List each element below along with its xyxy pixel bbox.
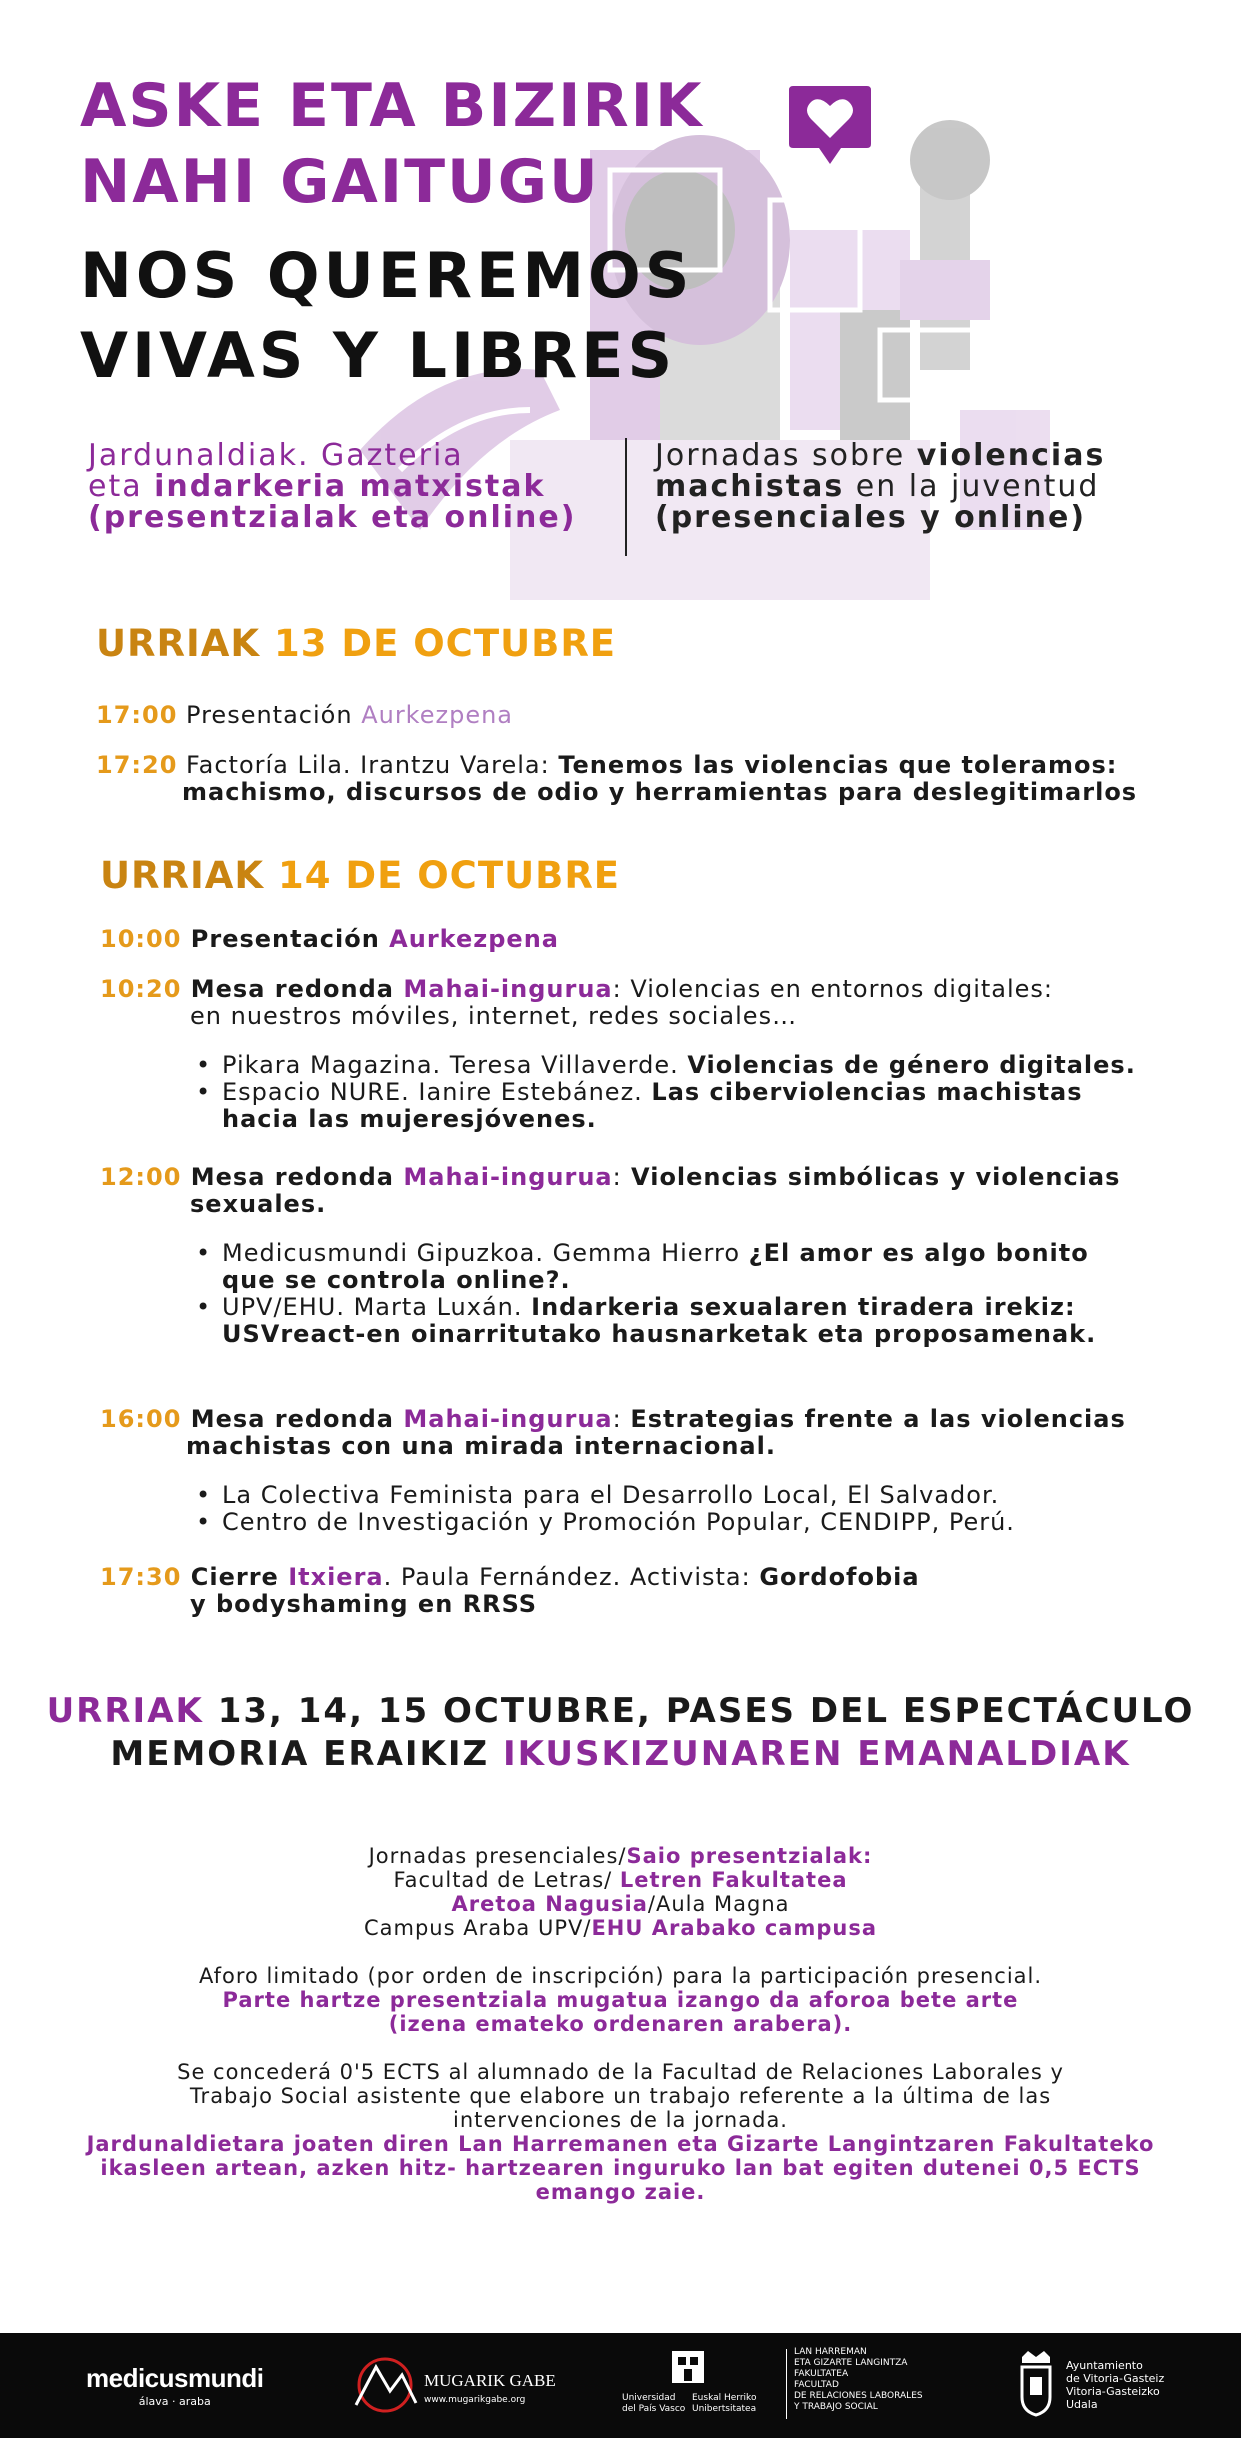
subtitle-basque-line1: Jardunaldiak. Gazteria: [88, 438, 464, 473]
heart-chat-icon: [787, 82, 873, 168]
mugarik-gabe-logo: MUGARIK GABE www.mugarikgabe.org: [350, 2353, 420, 2421]
subtitle-spanish: [655, 440, 1105, 533]
day2-session-1: 10:00 Presentación Aurkezpena: [100, 925, 559, 953]
title-basque-line1: ASKE ETA BIZIRIK: [80, 71, 704, 141]
list-item: • Pikara Magazina. Teresa Villaverde. Violencias de género digitales.: [196, 1052, 1220, 1079]
title-basque: [80, 68, 704, 220]
subtitle-basque-line3: (presentzialak eta online): [88, 500, 577, 535]
info-block: Jornadas presenciales/Saio presentzialak: Facultad de Letras/ Letren Fakultatea Aretoa Nagusia/Aula Magna Campus Araba UPV/EHU Arabako campusa Aforo limitado (por orden de inscripción) para la participación presencial. Parte hartze presentziala mugatua izango da aforoa bete arte (izena emateko ordenaren arabera). Se concederá 0'5 ECTS al alumnado de la Facultad de Relaciones Laborales y Trabajo Social asistente que elabore un trabajo referente a la última de las intervenciones de la jornada. Jardunaldietara joaten diren Lan Harremanen eta Gizarte Langintzaren Fakultateko ikasleen artean, azken hitz- hartzearen inguruko lan bat egiten dutenei 0,5 ECTS emango zaie.: [86, 1844, 1155, 2204]
title-spanish-line2: VIVAS Y LIBRES: [80, 319, 677, 392]
day2-heading: URRIAK 14 DE OCTUBRE: [100, 854, 621, 897]
ayuntamiento-logo: Ayuntamiento de Vitoria-Gasteiz Vitoria-Gasteizko Udala: [1016, 2349, 1056, 2423]
title-basque-line2: NAHI GAITUGU: [80, 147, 600, 217]
footer-divider: [786, 2349, 787, 2419]
show-headline: URRIAK 13, 14, 15 OCTUBRE, PASES DEL ESPECTÁCULO MEMORIA ERAIKIZ IKUSKIZUNAREN EMANALDIAK: [46, 1691, 1195, 1774]
upv-ehu-logo: Universidad del País Vasco Euskal Herriko Unibertsitatea: [622, 2347, 782, 2391]
footer-logos: [0, 2333, 1241, 2438]
day1-heading: URRIAK 13 DE OCTUBRE: [96, 622, 617, 665]
upv-tree-icon: [668, 2347, 708, 2387]
subtitle-divider: [625, 438, 627, 556]
coat-of-arms-icon: [1016, 2349, 1056, 2419]
mugarik-gabe-icon: [350, 2353, 420, 2417]
title-spanish: [80, 236, 693, 396]
medicusmundi-logo: medicusmundi álava · araba: [86, 2363, 264, 2408]
subtitle-basque-line2: eta indarkeria matxistak: [88, 469, 546, 504]
list-item: • La Colectiva Feminista para el Desarrollo Local, El Salvador.: [196, 1482, 1220, 1509]
subtitle-spanish-line1: Jornadas sobre violencias: [655, 438, 1106, 473]
day1-item-1: 17:00 Presentación Aurkezpena: [96, 701, 514, 729]
day1-item-2: 17:20 Factoría Lila. Irantzu Varela: Tenemos las violencias que toleramos: machismo, discursos de odio y herramientas para deslegitimarlos: [96, 751, 1138, 806]
subtitle-basque: [88, 440, 576, 533]
title-spanish-line1: NOS QUEREMOS: [80, 239, 694, 312]
day2-session-5: 17:30 Cierre Itxiera. Paula Fernández. Activista: Gordofobia y bodyshaming en RRSS: [100, 1563, 920, 1618]
list-item: • Medicusmundi Gipuzkoa. Gemma Hierro ¿El amor es algo bonito que se controla online?.: [196, 1240, 1220, 1294]
subtitle-spanish-line3: (presenciales y online): [655, 500, 1087, 535]
day2-session-4: 16:00 Mesa redonda Mahai-ingurua: Estrategias frente a las violencias machistas con una mirada internacional. • La Colectiva Feminista para el Desarrollo Local, El Salvador. • Centro de Investigación y Promoción Popular, CENDIPP, Perú.: [100, 1406, 1220, 1536]
day2-session-3: 12:00 Mesa redonda Mahai-ingurua: Violencias simbólicas y violencias sexuales. • Medicusmundi Gipuzkoa. Gemma Hierro ¿El amor es algo bonito que se controla online?. • UPV/EHU. Marta Luxán. Indarkeria sexualaren tiradera irekiz: USVreact-en oinarritutako hausnarketak eta proposamenak.: [100, 1164, 1220, 1348]
day2-session-2: 10:20 Mesa redonda Mahai-ingurua: Violencias en entornos digitales: en nuestros móviles, internet, redes sociales… • Pikara Magazina. Teresa Villaverde. Violencias de género digitales. • Espacio NURE. Ianire Estebánez. Las ciberviolencias machistas hacia las mujeresjóvenes.: [100, 976, 1220, 1133]
subtitle-spanish-line2: machistas en la juventud: [655, 469, 1100, 504]
list-item: • UPV/EHU. Marta Luxán. Indarkeria sexualaren tiradera irekiz: USVreact-en oinarritutako hausnarketak eta proposamenak.: [196, 1294, 1220, 1348]
faculty-logo: LAN HARREMAN ETA GIZARTE LANGINTZA FAKULTATEA FACULTAD DE RELACIONES LABORALES Y TRABAJO SOCIAL: [794, 2347, 923, 2412]
list-item: • Espacio NURE. Ianire Estebánez. Las ciberviolencias machistas hacia las mujeresjóvenes.: [196, 1079, 1220, 1133]
list-item: • Centro de Investigación y Promoción Popular, CENDIPP, Perú.: [196, 1509, 1220, 1536]
